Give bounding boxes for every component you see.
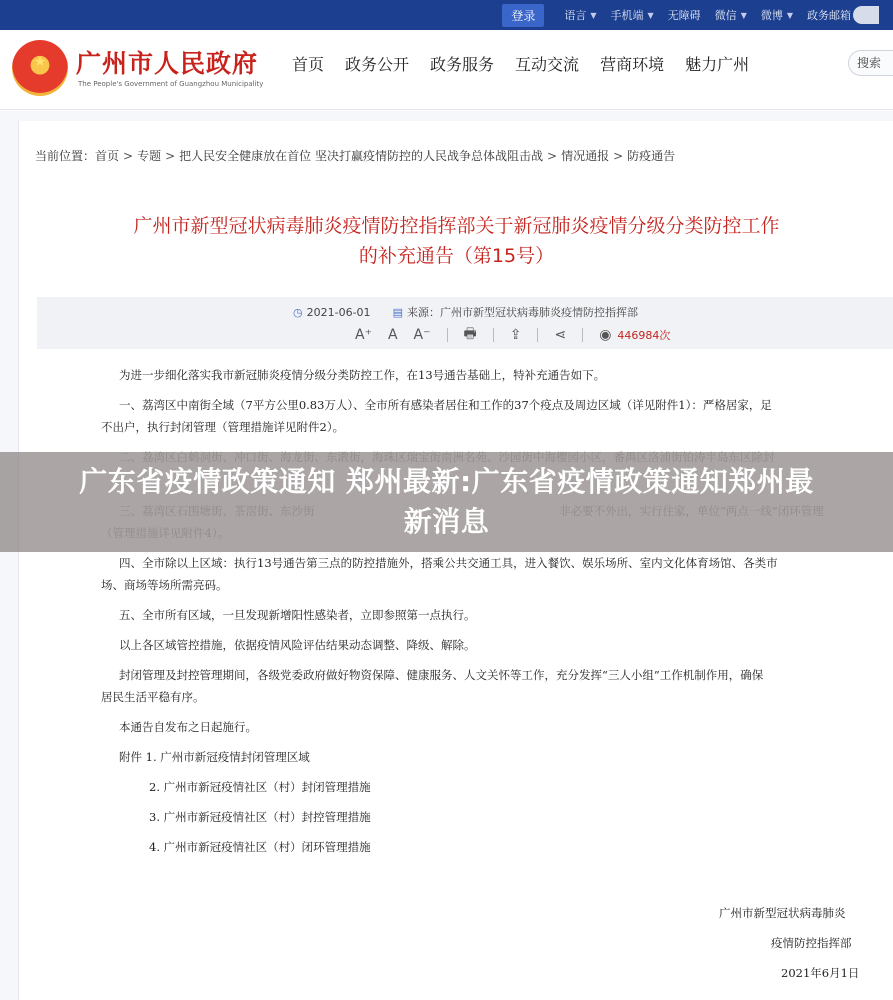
gov-email-link[interactable] bbox=[807, 6, 879, 24]
search-input[interactable]: 搜索 bbox=[848, 50, 893, 76]
article-source: 来源：广州市新型冠状病毒肺炎疫情防控指挥部 bbox=[406, 306, 638, 319]
article-title-line1: 广州市新型冠状病毒肺炎疫情防控指挥部关于新冠肺炎疫情分级分类防控工作 bbox=[133, 215, 780, 237]
overlay-title-text: 广东省疫情政策通知 郑州最新:广东省疫情政策通知郑州最新消息 bbox=[79, 465, 814, 538]
article-paragraph: 五、全市所有区域，一旦发现新增阳性感染者，立即参照第一点执行。 bbox=[119, 608, 476, 622]
article-paragraph: 居民生活平稳有序。 bbox=[101, 690, 205, 704]
article-paragraph: 场、商场等场所需亮码。 bbox=[101, 578, 228, 592]
breadcrumb-item-report[interactable]: 情况通报 bbox=[561, 149, 610, 163]
eye-icon: ◉ bbox=[599, 327, 612, 343]
article-meta-bar bbox=[37, 297, 893, 349]
nav-item-interaction[interactable]: 互动交流 bbox=[515, 55, 580, 74]
print-icon[interactable]: 🖶 bbox=[463, 326, 477, 342]
article-paragraph: 为进一步细化落实我市新冠肺炎疫情分级分类防控工作，在13号通告基础上，特补充通告如下。 bbox=[119, 368, 606, 382]
star-icon: ★ bbox=[33, 54, 47, 70]
breadcrumb-item-home[interactable]: 首页 bbox=[95, 149, 120, 163]
login-button[interactable]: 登录 bbox=[502, 4, 544, 27]
mobile-menu[interactable] bbox=[611, 7, 654, 23]
email-badge-icon bbox=[853, 6, 879, 24]
font-reset-button[interactable]: A bbox=[387, 327, 398, 343]
nav-item-business-env[interactable]: 营商环境 bbox=[600, 55, 665, 74]
breadcrumb-item-campaign[interactable]: 把人民安全健康放在首位 坚决打赢疫情防控的人民战争总体战阻击战 bbox=[179, 149, 543, 163]
breadcrumb-separator: > bbox=[123, 149, 134, 163]
language-label: 语言 bbox=[564, 9, 587, 22]
language-menu[interactable] bbox=[564, 7, 596, 23]
font-decrease-button[interactable]: A⁻ bbox=[413, 327, 431, 343]
content-area bbox=[0, 111, 893, 1000]
overlay-title bbox=[0, 462, 893, 542]
top-utility-bar bbox=[0, 0, 893, 30]
article-title bbox=[19, 211, 893, 271]
attachment-item[interactable]: 3. 广州市新冠疫情社区（村）封控管理措施 bbox=[149, 810, 371, 824]
article-paragraph: 封闭管理及封控管理期间，各级党委政府做好物资保障、健康服务、人文关怀等工作，充分发挥“三人小组”工作机制作用，确保 bbox=[119, 668, 764, 682]
toolbar-divider bbox=[582, 328, 583, 342]
share-icon[interactable]: ⋖ bbox=[554, 327, 567, 343]
gov-email-label: 政务邮箱 bbox=[807, 9, 851, 22]
attachment-item[interactable]: 2. 广州市新冠疫情社区（村）封闭管理措施 bbox=[149, 780, 371, 794]
chevron-down-icon: ▼ bbox=[590, 10, 597, 20]
article-paragraph: 以上各区域管控措施，依据疫情风险评估结果动态调整、降级、解除。 bbox=[119, 638, 476, 652]
article-toolbar bbox=[355, 323, 670, 347]
site-subtitle: The People's Government of Guangzhou Municipality bbox=[78, 80, 264, 88]
attachment-item[interactable]: 附件 1. 广州市新冠疫情封闭管理区域 bbox=[119, 750, 310, 764]
national-emblem-logo[interactable] bbox=[12, 40, 68, 96]
signature-date: 2021年6月1日 bbox=[781, 966, 860, 980]
nav-item-home[interactable]: 首页 bbox=[292, 55, 325, 74]
toolbar-divider bbox=[447, 328, 448, 342]
article-paragraph: 四、全市除以上区域：执行13号通告第三点的防控措施外，搭乘公共交通工具，进入餐饮、娱乐场所、室内文化体育场馆、各类市 bbox=[119, 556, 778, 570]
weibo-menu[interactable] bbox=[761, 7, 793, 23]
article-paragraph: 不出户，执行封闭管理（管理措施详见附件2）。 bbox=[101, 420, 345, 434]
article-paragraph: 一、荔湾区中南街全域（7平方公里0.83万人）、全市所有感染者居住和工作的37个疫点及周边区域（详见附件1）：严格居家，足 bbox=[119, 398, 772, 412]
breadcrumb-separator: > bbox=[165, 149, 176, 163]
breadcrumb-separator: > bbox=[613, 149, 624, 163]
main-nav bbox=[292, 52, 770, 75]
breadcrumb-separator: > bbox=[547, 149, 558, 163]
site-header bbox=[0, 30, 893, 110]
accessibility-label: 无障碍 bbox=[667, 9, 701, 22]
document-icon: ▤ bbox=[392, 306, 403, 319]
attachment-item[interactable]: 4. 广州市新冠疫情社区（村）闭环管理措施 bbox=[149, 840, 371, 854]
signature-org-line1: 广州市新型冠状病毒肺炎 bbox=[719, 906, 846, 920]
chevron-down-icon: ▼ bbox=[786, 10, 793, 20]
article-meta-info bbox=[37, 304, 893, 320]
export-icon[interactable]: ⇪ bbox=[509, 327, 522, 343]
breadcrumb bbox=[35, 147, 675, 164]
breadcrumb-prefix: 当前位置： bbox=[35, 149, 96, 163]
chevron-down-icon: ▼ bbox=[740, 10, 747, 20]
breadcrumb-item-topic[interactable]: 专题 bbox=[137, 149, 162, 163]
toolbar-divider bbox=[493, 328, 494, 342]
article-paragraph: 本通告自发布之日起施行。 bbox=[119, 720, 257, 734]
article-date: 2021-06-01 bbox=[306, 306, 371, 319]
article-title-line2: 的补充通告（第15号） bbox=[358, 245, 555, 267]
clock-icon: ◷ bbox=[293, 306, 303, 319]
toolbar-divider bbox=[537, 328, 538, 342]
weibo-label: 微博 bbox=[760, 9, 783, 22]
breadcrumb-item-notice[interactable]: 防疫通告 bbox=[627, 149, 676, 163]
nav-item-charm-guangzhou[interactable]: 魅力广州 bbox=[685, 55, 750, 74]
article-container bbox=[18, 121, 893, 1000]
nav-item-gov-affairs-open[interactable]: 政务公开 bbox=[345, 55, 410, 74]
mobile-label: 手机端 bbox=[610, 9, 644, 22]
signature-org-line2: 疫情防控指挥部 bbox=[771, 936, 852, 950]
view-count: 446984次 bbox=[617, 329, 671, 342]
accessibility-link[interactable] bbox=[668, 7, 701, 23]
nav-item-gov-services[interactable]: 政务服务 bbox=[430, 55, 495, 74]
chevron-down-icon: ▼ bbox=[647, 10, 654, 20]
site-title[interactable]: 广州市人民政府 bbox=[76, 49, 259, 78]
font-increase-button[interactable]: A⁺ bbox=[355, 327, 372, 343]
wechat-menu[interactable] bbox=[715, 7, 747, 23]
wechat-label: 微信 bbox=[714, 9, 737, 22]
